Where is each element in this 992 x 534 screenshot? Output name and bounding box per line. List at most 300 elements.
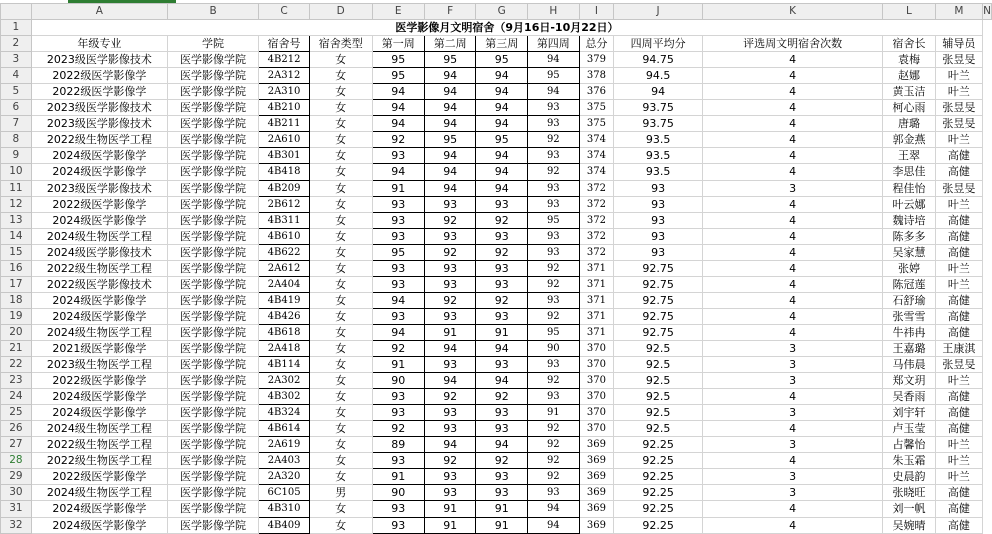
table-cell[interactable]: 95: [528, 68, 580, 84]
table-cell[interactable]: 郑文玥: [883, 373, 935, 389]
table-cell[interactable]: 369: [579, 501, 614, 517]
table-cell[interactable]: 372: [579, 180, 614, 196]
column-header[interactable]: N: [983, 4, 992, 20]
sheet-title-cell[interactable]: 医学影像月文明宿舍（9月16日-10月22日）: [31, 20, 982, 36]
header-cell[interactable]: 第三周: [476, 36, 528, 52]
table-cell[interactable]: 93: [372, 405, 424, 421]
table-cell[interactable]: 医学影像学院: [167, 228, 258, 244]
table-cell[interactable]: 4B302: [259, 389, 310, 405]
table-cell[interactable]: 4: [702, 501, 882, 517]
table-cell[interactable]: 刘一帆: [883, 501, 935, 517]
table-cell[interactable]: 92.5: [614, 373, 703, 389]
table-cell[interactable]: 女: [309, 212, 372, 228]
table-cell[interactable]: 3: [702, 373, 882, 389]
table-cell[interactable]: 374: [579, 148, 614, 164]
table-cell[interactable]: 4B614: [259, 421, 310, 437]
table-cell[interactable]: 92.25: [614, 469, 703, 485]
table-cell[interactable]: 369: [579, 517, 614, 533]
table-cell[interactable]: 女: [309, 196, 372, 212]
row-header[interactable]: 10: [1, 164, 32, 180]
table-cell[interactable]: 92: [528, 164, 580, 180]
table-cell[interactable]: 2022级医学影像学: [31, 196, 167, 212]
table-cell[interactable]: 医学影像学院: [167, 308, 258, 324]
table-cell[interactable]: 92: [528, 453, 580, 469]
column-header[interactable]: H: [528, 4, 580, 20]
table-cell[interactable]: 医学影像学院: [167, 501, 258, 517]
column-header[interactable]: K: [702, 4, 882, 20]
table-cell[interactable]: 4: [702, 244, 882, 260]
table-cell[interactable]: 石舒瑜: [883, 292, 935, 308]
table-cell[interactable]: 94: [424, 373, 476, 389]
table-cell[interactable]: 92.75: [614, 308, 703, 324]
table-cell[interactable]: 92: [476, 292, 528, 308]
table-cell[interactable]: 93: [476, 276, 528, 292]
table-cell[interactable]: 93: [528, 389, 580, 405]
row-header[interactable]: 32: [1, 517, 32, 533]
table-cell[interactable]: 2024级医学影像学: [31, 212, 167, 228]
table-cell[interactable]: 92: [424, 212, 476, 228]
table-cell[interactable]: 93: [424, 405, 476, 421]
table-cell[interactable]: 93: [528, 196, 580, 212]
table-cell[interactable]: 93: [424, 469, 476, 485]
table-cell[interactable]: 92: [372, 340, 424, 356]
table-cell[interactable]: 93: [372, 501, 424, 517]
table-cell[interactable]: 2A312: [259, 68, 310, 84]
table-cell[interactable]: 93: [476, 357, 528, 373]
table-cell[interactable]: 医学影像学院: [167, 260, 258, 276]
table-cell[interactable]: 医学影像学院: [167, 132, 258, 148]
table-cell[interactable]: 90: [372, 485, 424, 501]
table-cell[interactable]: 张婷: [883, 260, 935, 276]
table-cell[interactable]: 女: [309, 100, 372, 116]
table-cell[interactable]: 369: [579, 485, 614, 501]
column-header[interactable]: B: [167, 4, 258, 20]
table-cell[interactable]: 94: [372, 292, 424, 308]
table-cell[interactable]: 2A302: [259, 373, 310, 389]
table-cell[interactable]: 89: [372, 437, 424, 453]
table-cell[interactable]: 94: [424, 148, 476, 164]
table-cell[interactable]: 93.5: [614, 132, 703, 148]
table-cell[interactable]: 4: [702, 164, 882, 180]
table-cell[interactable]: 370: [579, 373, 614, 389]
table-cell[interactable]: 370: [579, 340, 614, 356]
table-cell[interactable]: 医学影像学院: [167, 164, 258, 180]
table-cell[interactable]: 女: [309, 244, 372, 260]
table-cell[interactable]: 2A403: [259, 453, 310, 469]
table-cell[interactable]: 94: [476, 116, 528, 132]
table-cell[interactable]: 94: [476, 100, 528, 116]
table-cell[interactable]: 2024级医学影像技术: [31, 244, 167, 260]
table-cell[interactable]: 4B211: [259, 116, 310, 132]
table-cell[interactable]: 女: [309, 148, 372, 164]
table-cell[interactable]: 高健: [935, 164, 982, 180]
table-cell[interactable]: 2022级生物医学工程: [31, 260, 167, 276]
table-cell[interactable]: 93: [476, 260, 528, 276]
table-cell[interactable]: 医学影像学院: [167, 244, 258, 260]
column-header[interactable]: D: [309, 4, 372, 20]
table-cell[interactable]: 女: [309, 132, 372, 148]
table-cell[interactable]: 吴家慧: [883, 244, 935, 260]
table-cell[interactable]: 3: [702, 469, 882, 485]
table-cell[interactable]: 2022级医学影像学: [31, 68, 167, 84]
table-cell[interactable]: 92.25: [614, 501, 703, 517]
table-cell[interactable]: 4: [702, 517, 882, 533]
table-cell[interactable]: 吴婉晴: [883, 517, 935, 533]
table-cell[interactable]: 94: [614, 84, 703, 100]
table-cell[interactable]: 4: [702, 196, 882, 212]
row-header[interactable]: 13: [1, 212, 32, 228]
row-header[interactable]: 4: [1, 68, 32, 84]
table-cell[interactable]: 4B310: [259, 501, 310, 517]
table-cell[interactable]: 92.75: [614, 276, 703, 292]
table-cell[interactable]: 95: [424, 52, 476, 68]
table-cell[interactable]: 高健: [935, 389, 982, 405]
table-cell[interactable]: 93: [476, 228, 528, 244]
table-cell[interactable]: 张昱旻: [935, 180, 982, 196]
table-cell[interactable]: 医学影像学院: [167, 421, 258, 437]
column-header[interactable]: J: [614, 4, 703, 20]
table-cell[interactable]: 张昱旻: [935, 100, 982, 116]
table-cell[interactable]: 2022级医学影像学: [31, 84, 167, 100]
table-cell[interactable]: 朱玉霜: [883, 453, 935, 469]
table-cell[interactable]: 95: [424, 132, 476, 148]
table-cell[interactable]: 93: [528, 485, 580, 501]
table-cell[interactable]: 2024级医学影像学: [31, 501, 167, 517]
table-cell[interactable]: 2024级生物医学工程: [31, 324, 167, 340]
table-cell[interactable]: 369: [579, 469, 614, 485]
header-cell[interactable]: 评选周文明宿舍次数: [702, 36, 882, 52]
table-cell[interactable]: 女: [309, 180, 372, 196]
table-cell[interactable]: 378: [579, 68, 614, 84]
table-cell[interactable]: 女: [309, 308, 372, 324]
table-cell[interactable]: 李思佳: [883, 164, 935, 180]
table-cell[interactable]: 94: [476, 373, 528, 389]
table-cell[interactable]: 4B618: [259, 324, 310, 340]
table-cell[interactable]: 91: [476, 517, 528, 533]
table-cell[interactable]: 2024级医学影像学: [31, 148, 167, 164]
column-header[interactable]: G: [476, 4, 528, 20]
row-header[interactable]: 23: [1, 373, 32, 389]
table-cell[interactable]: 叶兰: [935, 84, 982, 100]
table-cell[interactable]: 4: [702, 260, 882, 276]
table-cell[interactable]: 柯心雨: [883, 100, 935, 116]
table-cell[interactable]: 叶云娜: [883, 196, 935, 212]
table-cell[interactable]: 94: [424, 68, 476, 84]
table-cell[interactable]: 4: [702, 276, 882, 292]
row-header[interactable]: 1: [1, 20, 32, 36]
table-cell[interactable]: 90: [372, 373, 424, 389]
column-header[interactable]: L: [883, 4, 935, 20]
table-cell[interactable]: 2023级医学影像技术: [31, 52, 167, 68]
table-cell[interactable]: 94: [476, 84, 528, 100]
table-cell[interactable]: 94: [476, 437, 528, 453]
table-cell[interactable]: 叶兰: [935, 453, 982, 469]
table-cell[interactable]: 高健: [935, 308, 982, 324]
table-cell[interactable]: 2A310: [259, 84, 310, 100]
table-cell[interactable]: 92: [528, 308, 580, 324]
table-cell[interactable]: 2024级医学影像学: [31, 389, 167, 405]
table-cell[interactable]: 93: [528, 292, 580, 308]
row-header[interactable]: 26: [1, 421, 32, 437]
header-cell[interactable]: 宿舍长: [883, 36, 935, 52]
table-cell[interactable]: 93: [372, 212, 424, 228]
table-cell[interactable]: 370: [579, 357, 614, 373]
table-cell[interactable]: 女: [309, 340, 372, 356]
table-cell[interactable]: 95: [372, 52, 424, 68]
table-cell[interactable]: 女: [309, 373, 372, 389]
table-cell[interactable]: 程佳怡: [883, 180, 935, 196]
table-cell[interactable]: 92: [528, 132, 580, 148]
table-cell[interactable]: 92: [424, 389, 476, 405]
table-cell[interactable]: 93: [476, 485, 528, 501]
table-cell[interactable]: 95: [476, 132, 528, 148]
table-cell[interactable]: 4: [702, 228, 882, 244]
table-cell[interactable]: 375: [579, 116, 614, 132]
table-cell[interactable]: 4B311: [259, 212, 310, 228]
row-header[interactable]: 3: [1, 52, 32, 68]
table-cell[interactable]: 女: [309, 52, 372, 68]
table-cell[interactable]: 女: [309, 324, 372, 340]
table-cell[interactable]: 4: [702, 116, 882, 132]
table-cell[interactable]: 94.5: [614, 68, 703, 84]
row-header[interactable]: 16: [1, 260, 32, 276]
table-cell[interactable]: 374: [579, 132, 614, 148]
table-cell[interactable]: 94: [476, 68, 528, 84]
table-cell[interactable]: 医学影像学院: [167, 212, 258, 228]
table-cell[interactable]: 93: [372, 148, 424, 164]
table-cell[interactable]: 医学影像学院: [167, 485, 258, 501]
table-cell[interactable]: 2023级医学影像技术: [31, 180, 167, 196]
table-cell[interactable]: 92: [528, 437, 580, 453]
table-cell[interactable]: 医学影像学院: [167, 196, 258, 212]
table-cell[interactable]: 医学影像学院: [167, 84, 258, 100]
table-cell[interactable]: 93: [528, 228, 580, 244]
table-cell[interactable]: 93: [614, 180, 703, 196]
row-header[interactable]: 22: [1, 357, 32, 373]
table-cell[interactable]: 92.5: [614, 389, 703, 405]
table-cell[interactable]: 3: [702, 180, 882, 196]
table-cell[interactable]: 女: [309, 292, 372, 308]
row-header[interactable]: 6: [1, 100, 32, 116]
table-cell[interactable]: 92: [528, 276, 580, 292]
table-cell[interactable]: 374: [579, 164, 614, 180]
row-header[interactable]: 21: [1, 340, 32, 356]
table-cell[interactable]: 黄玉洁: [883, 84, 935, 100]
table-cell[interactable]: 93: [528, 357, 580, 373]
table-cell[interactable]: 2A619: [259, 437, 310, 453]
table-cell[interactable]: 94: [372, 164, 424, 180]
table-cell[interactable]: 93: [372, 389, 424, 405]
table-cell[interactable]: 2022级医学影像学: [31, 373, 167, 389]
table-cell[interactable]: 92: [528, 421, 580, 437]
table-cell[interactable]: 94: [476, 340, 528, 356]
table-cell[interactable]: 92.5: [614, 421, 703, 437]
table-cell[interactable]: 2024级生物医学工程: [31, 421, 167, 437]
row-header[interactable]: 20: [1, 324, 32, 340]
table-cell[interactable]: 93: [528, 148, 580, 164]
table-cell[interactable]: 92: [424, 244, 476, 260]
table-cell[interactable]: 叶兰: [935, 68, 982, 84]
table-cell[interactable]: 92.25: [614, 485, 703, 501]
table-cell[interactable]: 张昱旻: [935, 357, 982, 373]
table-cell[interactable]: 女: [309, 68, 372, 84]
table-cell[interactable]: 92.5: [614, 340, 703, 356]
table-cell[interactable]: 郭金燕: [883, 132, 935, 148]
table-cell[interactable]: 92.75: [614, 260, 703, 276]
column-header[interactable]: M: [935, 4, 982, 20]
table-cell[interactable]: 4: [702, 389, 882, 405]
row-header[interactable]: 8: [1, 132, 32, 148]
table-cell[interactable]: 张昱旻: [935, 52, 982, 68]
table-cell[interactable]: 95: [528, 324, 580, 340]
table-cell[interactable]: 刘宇轩: [883, 405, 935, 421]
table-cell[interactable]: 370: [579, 389, 614, 405]
table-cell[interactable]: 王康淇: [935, 340, 982, 356]
header-cell[interactable]: 第一周: [372, 36, 424, 52]
table-cell[interactable]: 高健: [935, 244, 982, 260]
table-cell[interactable]: 女: [309, 276, 372, 292]
table-cell[interactable]: 93: [372, 308, 424, 324]
table-cell[interactable]: 94: [476, 148, 528, 164]
table-cell[interactable]: 95: [528, 212, 580, 228]
table-cell[interactable]: 93: [476, 405, 528, 421]
table-cell[interactable]: 2023级医学影像技术: [31, 100, 167, 116]
table-cell[interactable]: 92: [476, 244, 528, 260]
table-cell[interactable]: 女: [309, 501, 372, 517]
table-cell[interactable]: 371: [579, 324, 614, 340]
table-cell[interactable]: 4B426: [259, 308, 310, 324]
table-cell[interactable]: 女: [309, 437, 372, 453]
table-cell[interactable]: 3: [702, 437, 882, 453]
table-cell[interactable]: 4: [702, 52, 882, 68]
table-cell[interactable]: 医学影像学院: [167, 292, 258, 308]
table-cell[interactable]: 2B612: [259, 196, 310, 212]
table-cell[interactable]: 94: [424, 437, 476, 453]
table-cell[interactable]: 94: [528, 52, 580, 68]
table-cell[interactable]: 95: [372, 68, 424, 84]
row-header[interactable]: 12: [1, 196, 32, 212]
table-cell[interactable]: 3: [702, 357, 882, 373]
table-cell[interactable]: 女: [309, 453, 372, 469]
table-cell[interactable]: 牛祎冉: [883, 324, 935, 340]
table-cell[interactable]: 91: [424, 501, 476, 517]
table-cell[interactable]: 马伟晨: [883, 357, 935, 373]
table-cell[interactable]: 2022级生物医学工程: [31, 437, 167, 453]
table-cell[interactable]: 男: [309, 485, 372, 501]
table-cell[interactable]: 叶兰: [935, 469, 982, 485]
table-cell[interactable]: 93: [372, 228, 424, 244]
header-cell[interactable]: 年级专业: [31, 36, 167, 52]
table-cell[interactable]: 4B324: [259, 405, 310, 421]
table-cell[interactable]: 高健: [935, 228, 982, 244]
table-cell[interactable]: 4B610: [259, 228, 310, 244]
header-cell[interactable]: 四周平均分: [614, 36, 703, 52]
table-cell[interactable]: 4: [702, 308, 882, 324]
table-cell[interactable]: 占馨怡: [883, 437, 935, 453]
table-cell[interactable]: 370: [579, 421, 614, 437]
header-cell[interactable]: 总分: [579, 36, 614, 52]
table-cell[interactable]: 女: [309, 260, 372, 276]
table-cell[interactable]: 94: [528, 84, 580, 100]
table-cell[interactable]: 医学影像学院: [167, 116, 258, 132]
table-cell[interactable]: 吴香雨: [883, 389, 935, 405]
table-cell[interactable]: 93: [424, 421, 476, 437]
table-cell[interactable]: 93.5: [614, 148, 703, 164]
table-cell[interactable]: 371: [579, 292, 614, 308]
column-header[interactable]: E: [372, 4, 424, 20]
table-cell[interactable]: 高健: [935, 148, 982, 164]
table-cell[interactable]: 4B418: [259, 164, 310, 180]
table-cell[interactable]: 2023级生物医学工程: [31, 357, 167, 373]
table-cell[interactable]: 王翠: [883, 148, 935, 164]
table-cell[interactable]: 医学影像学院: [167, 52, 258, 68]
table-cell[interactable]: 医学影像学院: [167, 357, 258, 373]
table-cell[interactable]: 高健: [935, 501, 982, 517]
table-cell[interactable]: 92: [528, 260, 580, 276]
table-cell[interactable]: 4: [702, 324, 882, 340]
table-cell[interactable]: 91: [528, 405, 580, 421]
table-cell[interactable]: 94: [424, 84, 476, 100]
table-cell[interactable]: 2024级医学影像学: [31, 405, 167, 421]
table-cell[interactable]: 医学影像学院: [167, 180, 258, 196]
table-cell[interactable]: 93: [424, 485, 476, 501]
table-cell[interactable]: 376: [579, 84, 614, 100]
table-cell[interactable]: 92.25: [614, 517, 703, 533]
header-cell[interactable]: 第二周: [424, 36, 476, 52]
table-cell[interactable]: 2024级生物医学工程: [31, 228, 167, 244]
table-cell[interactable]: 4B409: [259, 517, 310, 533]
table-cell[interactable]: 371: [579, 308, 614, 324]
table-cell[interactable]: 93: [614, 196, 703, 212]
table-cell[interactable]: 高健: [935, 517, 982, 533]
table-cell[interactable]: 4B210: [259, 100, 310, 116]
table-cell[interactable]: 94: [372, 100, 424, 116]
table-cell[interactable]: 3: [702, 485, 882, 501]
table-cell[interactable]: 92.75: [614, 324, 703, 340]
row-header[interactable]: 29: [1, 469, 32, 485]
table-cell[interactable]: 女: [309, 164, 372, 180]
table-cell[interactable]: 93.75: [614, 116, 703, 132]
table-cell[interactable]: 93: [614, 212, 703, 228]
header-cell[interactable]: 辅导员: [935, 36, 982, 52]
row-header[interactable]: 9: [1, 148, 32, 164]
table-cell[interactable]: 2023级医学影像技术: [31, 116, 167, 132]
table-cell[interactable]: 医学影像学院: [167, 276, 258, 292]
table-cell[interactable]: 4B622: [259, 244, 310, 260]
table-cell[interactable]: 93: [372, 517, 424, 533]
table-cell[interactable]: 372: [579, 196, 614, 212]
table-cell[interactable]: 高健: [935, 324, 982, 340]
table-cell[interactable]: 92: [372, 132, 424, 148]
table-cell[interactable]: 93: [372, 196, 424, 212]
row-header[interactable]: 18: [1, 292, 32, 308]
table-cell[interactable]: 医学影像学院: [167, 340, 258, 356]
table-cell[interactable]: 370: [579, 405, 614, 421]
row-header[interactable]: 24: [1, 389, 32, 405]
table-cell[interactable]: 94: [424, 116, 476, 132]
table-cell[interactable]: 91: [476, 501, 528, 517]
table-cell[interactable]: 女: [309, 228, 372, 244]
header-cell[interactable]: 学院: [167, 36, 258, 52]
table-cell[interactable]: 叶兰: [935, 437, 982, 453]
table-cell[interactable]: 医学影像学院: [167, 469, 258, 485]
table-cell[interactable]: 94: [528, 517, 580, 533]
table-cell[interactable]: 3: [702, 405, 882, 421]
table-cell[interactable]: 叶兰: [935, 132, 982, 148]
table-cell[interactable]: 4B114: [259, 357, 310, 373]
table-cell[interactable]: 2A610: [259, 132, 310, 148]
table-cell[interactable]: 医学影像学院: [167, 100, 258, 116]
